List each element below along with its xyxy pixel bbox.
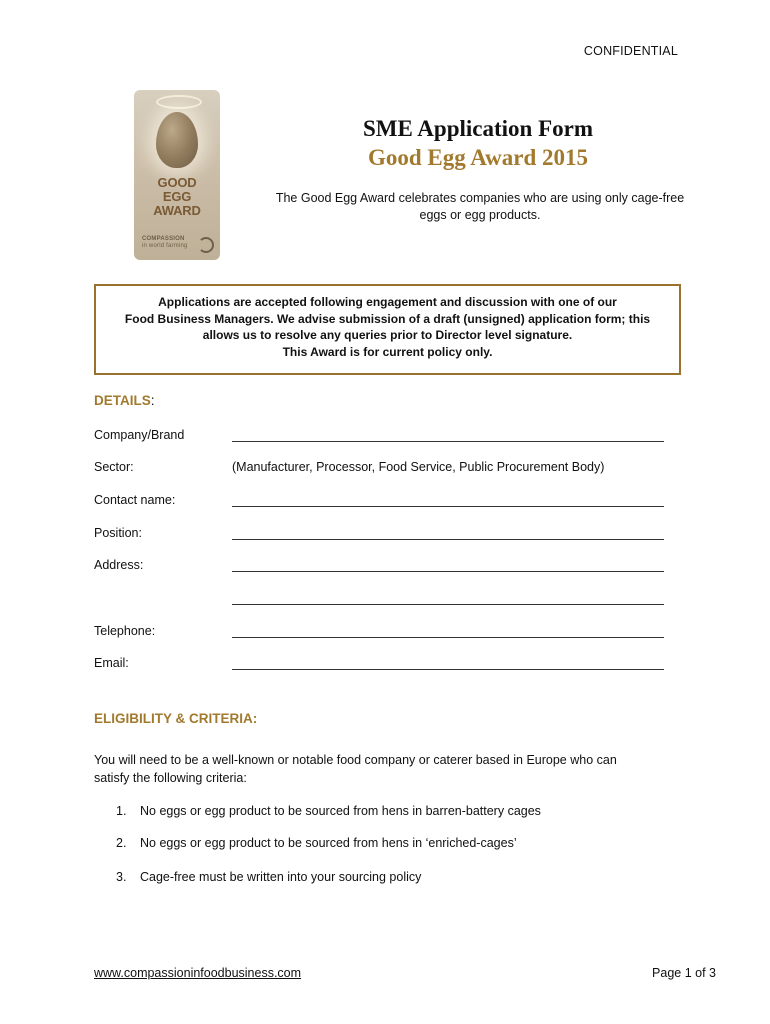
- criteria-number: 1.: [116, 804, 127, 818]
- telephone-label: Telephone:: [94, 624, 156, 638]
- position-field[interactable]: [232, 539, 664, 540]
- form-title: SME Application Form: [362, 116, 593, 141]
- email-label: Email:: [94, 656, 129, 670]
- page-number: Page 1 of 3: [652, 966, 716, 980]
- notice-box: [94, 284, 681, 375]
- logo-line-award: AWARD: [153, 203, 201, 218]
- sector-options: (Manufacturer, Processor, Food Service, Public Procurement Body): [232, 460, 605, 474]
- criteria-text: No eggs or egg product to be sourced from hens in barren-battery cages: [140, 804, 541, 818]
- details-heading-colon: :: [150, 393, 155, 408]
- ciwf-swirl-icon: [198, 237, 214, 253]
- website-link[interactable]: www.compassioninfoodbusiness.com: [94, 966, 302, 980]
- logo-title: [134, 176, 220, 218]
- criteria-item: [116, 804, 541, 818]
- ciwf-org-name: COMPASSION: [142, 236, 185, 242]
- telephone-field[interactable]: [232, 637, 664, 638]
- details-heading-text: DETAILS: [94, 393, 151, 408]
- intro-line-1: The Good Egg Award celebrates companies who are using only cage-free: [275, 191, 685, 205]
- eligibility-intro: [94, 751, 674, 787]
- address-field-line-1[interactable]: [232, 571, 664, 572]
- notice-line-4: This Award is for current policy only.: [282, 344, 493, 359]
- address-field-line-2[interactable]: [232, 604, 664, 605]
- company-label: Company/Brand: [94, 428, 185, 442]
- eligibility-intro-line-2: satisfy the following criteria:: [94, 771, 247, 785]
- criteria-text: No eggs or egg product to be sourced from hens in ‘enriched-cages’: [140, 836, 517, 850]
- position-label: Position:: [94, 526, 142, 540]
- details-heading: [94, 393, 155, 408]
- contact-name-label: Contact name:: [94, 493, 176, 507]
- intro-text: [262, 190, 698, 224]
- good-egg-award-logo: [134, 90, 220, 260]
- notice-line-3: allows us to resolve any queries prior to Director level signature.: [202, 328, 573, 342]
- criteria-item: [116, 836, 517, 850]
- criteria-number: 3.: [116, 870, 127, 884]
- intro-line-2: eggs or egg products.: [419, 208, 541, 222]
- email-field[interactable]: [232, 669, 664, 670]
- halo-icon: [156, 95, 202, 109]
- company-field[interactable]: [232, 441, 664, 442]
- contact-name-field[interactable]: [232, 506, 664, 507]
- logo-line-egg: EGG: [162, 189, 192, 204]
- eligibility-heading: ELIGIBILITY & CRITERIA:: [94, 711, 258, 726]
- criteria-text: Cage-free must be written into your sourcing policy: [140, 870, 422, 884]
- criteria-number: 2.: [116, 836, 127, 850]
- address-label: Address:: [94, 558, 144, 572]
- ciwf-org-tagline: in world farming: [142, 243, 188, 249]
- criteria-item: [116, 870, 421, 884]
- notice-line-2: Food Business Managers. We advise submission of a draft (unsigned) application form; this: [124, 311, 651, 326]
- award-title: Good Egg Award 2015: [367, 145, 589, 170]
- confidential-label: CONFIDENTIAL: [583, 44, 678, 58]
- sector-label: Sector:: [94, 460, 134, 474]
- logo-line-good: GOOD: [157, 175, 197, 190]
- notice-line-1: Applications are accepted following engagement and discussion with one of our: [158, 295, 617, 309]
- egg-icon: [156, 112, 198, 168]
- eligibility-intro-line-1: You will need to be a well-known or notable food company or caterer based in Europe who can: [94, 753, 617, 767]
